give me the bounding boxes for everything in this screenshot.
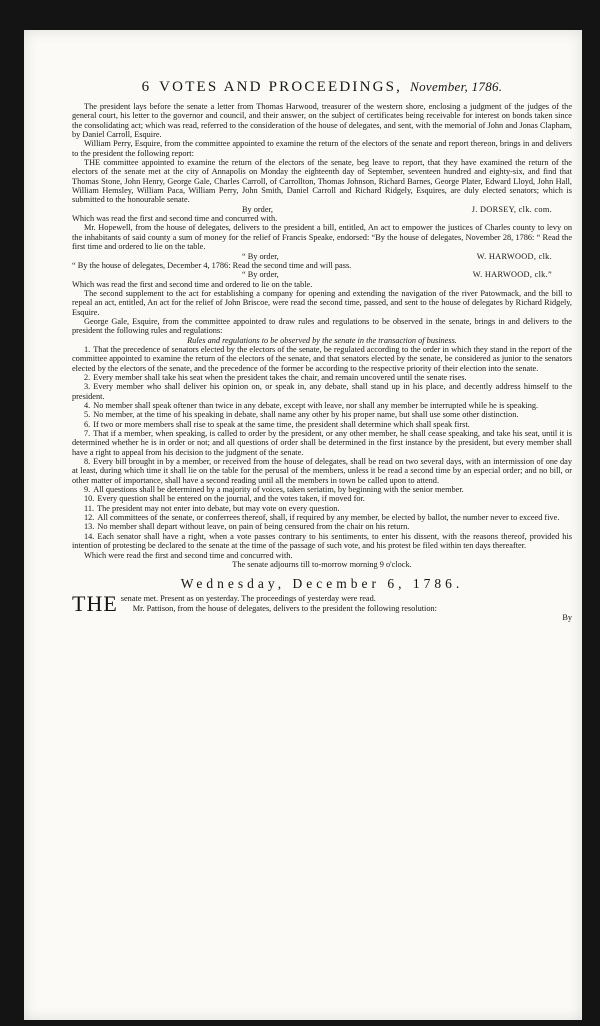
rule-number: 5. xyxy=(84,410,91,420)
rule-text: No member, at the time of his speaking in debate, shall name any other by his proper name, but shall use some other distinction. xyxy=(93,410,519,420)
running-header xyxy=(72,78,572,96)
paragraph: “ By the house of delegates, December 4, 1786: Read the second time and will pass. xyxy=(72,260,352,270)
rule-text: Each senator shall have a right, when a vote passes contrary to his sentiments, to enter his dissent, with the reasons thereof, provided his intention of protesting be declared to the senate at the time of the passage of such vote, and his protest be filed within ten days thereafter. xyxy=(72,531,572,551)
signature-line xyxy=(72,270,572,279)
rule-item xyxy=(72,420,572,429)
paragraph: The second supplement to the act for establishing a company for opening and extending the navigation of the river Patowmack, and the bill to repeal an act, entitled, An act for the relief of John Briscoe, were read the second time, passed, and sent to the house of delegates by Richard Ridgely, Esquire. xyxy=(72,288,572,317)
paragraph: George Gale, Esquire, from the committee appointed to draw rules and regulations to be observed in the senate, brings in and delivers to the president the following rules and regulations: xyxy=(72,316,572,336)
paragraph: The president lays before the senate a letter from Thomas Harwood, treasurer of the western shore, enclosing a judgment of the judges of the general court, his letter to the governor and council, and their answer, on the subject of certificates being receivable for interest on bonds taken since the consolidating act; which was read, referred to the consideration of the house of delegates, and sent, with the memorial of John and Jonas Clapham, by Daniel Carroll, Esquire. xyxy=(72,102,572,140)
signature-by-order: “ By order, xyxy=(242,251,279,261)
drop-cap: THE xyxy=(72,591,118,617)
rule-item xyxy=(72,522,572,531)
day-heading: Wednesday, December 6, 1786. xyxy=(180,576,464,592)
rule-item xyxy=(72,457,572,485)
signature-by-order: By order, xyxy=(242,204,274,214)
document-page xyxy=(24,30,582,1020)
rule-text: All questions shall be determined by a majority of voices, taken seriatim, by beginning with the senior member. xyxy=(93,485,464,495)
rule-item xyxy=(72,513,572,522)
signature-line xyxy=(72,205,572,214)
paragraph: Which was read the first and second time and ordered to lie on the table. xyxy=(72,279,313,289)
rule-item xyxy=(72,345,572,373)
rule-number: 6. xyxy=(84,419,91,429)
rule-item xyxy=(72,410,572,419)
rule-item xyxy=(72,373,572,382)
opening-line: senate met. Present as on yesterday. The proceedings of yesterday were read. xyxy=(120,594,376,604)
rule-number: 3. xyxy=(84,382,91,392)
rule-number: 10. xyxy=(84,494,95,504)
rule-text: Every member who shall deliver his opinion on, or speak in, any debate, shall stand up in his place, and decently address himself to the president. xyxy=(72,382,572,401)
paragraph: Which was read the first and second time and concurred with. xyxy=(72,214,278,224)
page-number: 6 xyxy=(141,79,150,95)
rule-item xyxy=(72,494,572,503)
committee-report: THE committee appointed to examine the return of the electors of the senate, beg leave to report, that they have examined the return of the electors of the senate met at the city of Annapolis on Monday the eighteenth day of September, seventeen hundred and eighty-six, and find that Thomas Stone, John Henry, George Gale, Charles Carroll, of Carrollton, Thomas Johnson, Richard Barnes, George Plater, Edward Lloyd, John Hall, William Hemsley, William Paca, William Perry, John Smith, Daniel Carroll and Richard Ridgely, Esquires, are duly elected senators; which is submitted to the honourable senate. xyxy=(72,158,572,205)
rule-item xyxy=(72,429,572,457)
rule-number: 4. xyxy=(84,401,91,410)
signature-name: W. HARWOOD, clk.” xyxy=(472,270,552,280)
rule-number: 12. xyxy=(84,513,95,523)
rule-text: If two or more members shall rise to speak at the same time, the president shall determine which shall speak first. xyxy=(93,419,470,429)
paragraph: Mr. Hopewell, from the house of delegates, delivers to the president a bill, entitled, An act to empower the justices of Charles county to levy on the inhabitants of said county a sum of money for the relief of Francis Speake, endorsed: “By the house of delegates, November 28, 1786: “ Read the first time and ordered to lie on the table. xyxy=(72,223,572,252)
catchword: By xyxy=(562,612,572,622)
header-date: November, 1786. xyxy=(410,79,503,94)
rule-item xyxy=(72,382,572,401)
rule-text: No member shall depart without leave, on pain of being censured from the chair on his return. xyxy=(97,522,410,532)
rule-number: 14. xyxy=(84,531,95,541)
rule-text: All committees of the senate, or conferrees thereof, shall, if required by any member, be elected by ballot, the number never to exceed five. xyxy=(97,513,560,523)
rule-number: 11. xyxy=(84,503,95,513)
rule-item xyxy=(72,401,572,410)
rule-number: 2. xyxy=(84,372,91,382)
rule-item xyxy=(72,504,572,513)
adjournment-line: The senate adjourns till to-morrow morning 9 o'clock. xyxy=(232,559,412,569)
rule-item xyxy=(72,485,572,494)
rule-number: 13. xyxy=(84,522,95,532)
signature-by-order: “ By order, xyxy=(242,270,279,280)
rule-text: That the precedence of senators elected by the electors of the senate, be regulated according to the order in which they stand in the report of the committee appointed to examine the return of the electors of the senate, and that senators elected by the senate, be considered as junior to the senators elected by the electors of the senate, and the precedence of the former be according to the respective priority of their election into the senate. xyxy=(72,344,572,373)
paragraph: Which were read the first and second time and concurred with. xyxy=(84,550,293,560)
rule-text: Every member shall take his seat when the president takes the chair, and remain uncovered until the senate rises. xyxy=(93,372,467,382)
rule-number: 7. xyxy=(84,429,91,439)
rule-text: No member shall speak oftener than twice in any debate, except with leave, nor shall any member be interrupted while he is speaking. xyxy=(93,401,539,410)
rule-text: That if a member, when speaking, is called to order by the president, or any other member, he shall cease speaking, and take his seat, until it is determined whether he is in order or not; and all questions of order shall be determined in the first instance by the president, but every member shall have a right to appeal from his decision to the judgment of the senate. xyxy=(72,429,572,457)
rule-item xyxy=(72,532,572,551)
page-content xyxy=(72,78,572,622)
rule-number: 9. xyxy=(84,485,91,495)
signature-line xyxy=(72,252,572,261)
rule-number: 1. xyxy=(84,344,91,354)
rule-text: Every bill brought in by a member, or received from the house of delegates, shall be read on two several days, with an intermission of one day at least, during which time it shall lie on the table for the perusal of the members, unless it be read a second time by an especial order; and no bill, or other matter of importance, shall have a second reading until all the members in town be called upon to attend. xyxy=(72,457,572,485)
rule-text: The president may not enter into debate, but may vote on every question. xyxy=(97,503,340,513)
signature-name: W. HARWOOD, clk. xyxy=(476,251,552,261)
paragraph: William Perry, Esquire, from the committee appointed to examine the return of the electors of the senate and report thereon, brings in and delivers to the president the following report: xyxy=(72,139,572,158)
signature-name: J. DORSEY, clk. com. xyxy=(471,204,552,214)
paragraph: Mr. Pattison, from the house of delegates, delivers to the president the following resolution: xyxy=(132,603,437,613)
page-title: VOTES AND PROCEEDINGS, xyxy=(159,79,403,95)
rules-heading: Rules and regulations to be observed by the senate in the transaction of business. xyxy=(187,335,457,345)
rule-text: Every question shall be entered on the journal, and the votes taken, if moved for. xyxy=(97,494,365,504)
rule-number: 8. xyxy=(84,457,91,467)
